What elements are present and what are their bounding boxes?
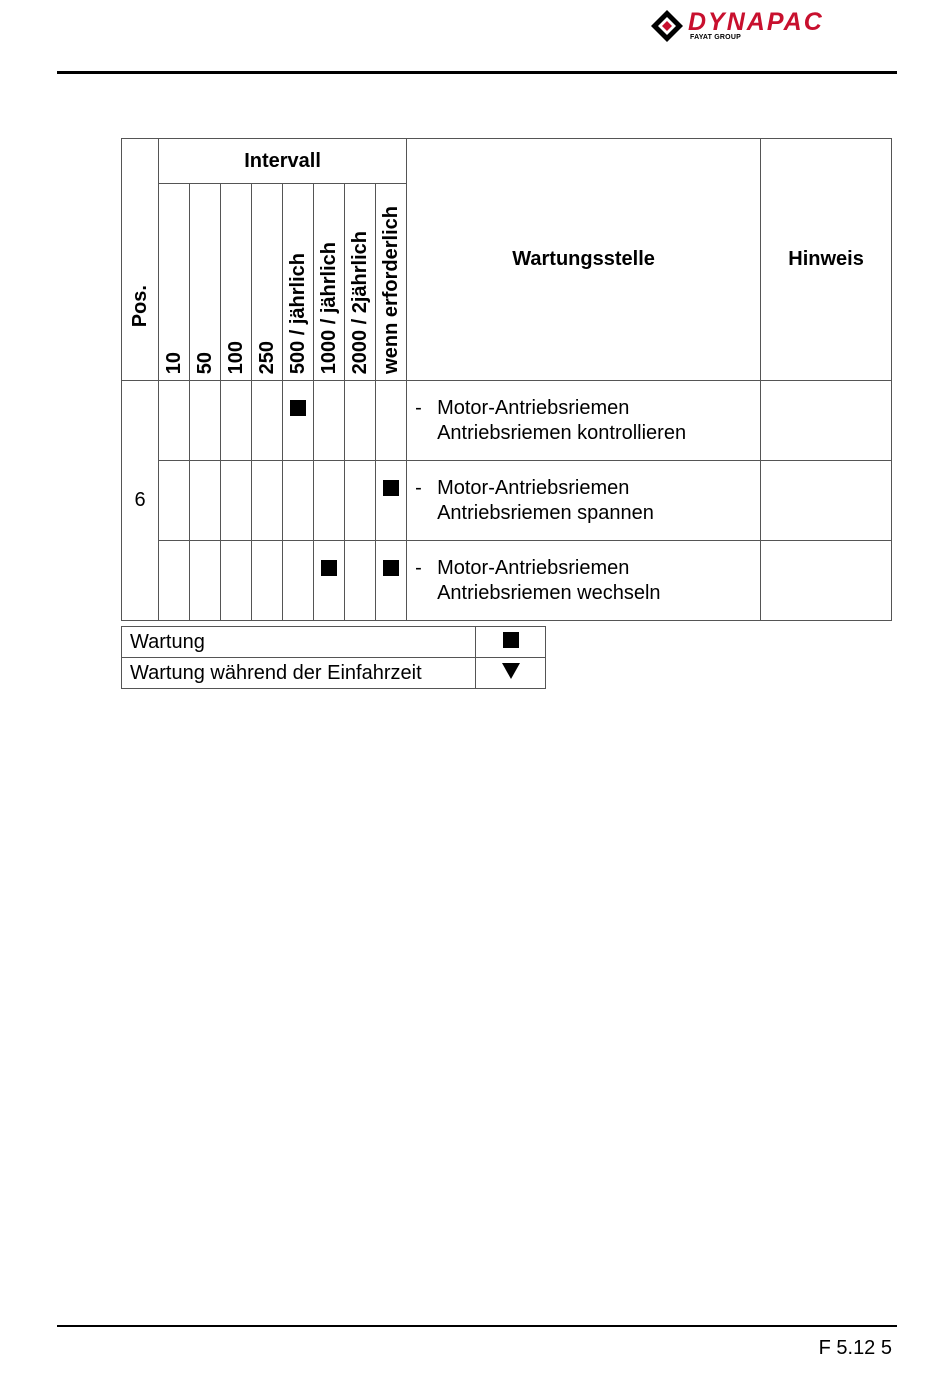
interval-col-header: 1000 / jährlich [314, 184, 345, 381]
interval-mark-cell [283, 461, 314, 541]
square-icon [503, 632, 519, 648]
logo-subtitle: FAYAT GROUP [690, 34, 741, 41]
maintenance-table [121, 138, 892, 621]
dynapac-diamond-icon [650, 9, 684, 43]
interval-mark-cell [159, 461, 190, 541]
list-dash: - [415, 556, 422, 579]
list-dash: - [415, 396, 422, 419]
interval-col-header: 50 [190, 184, 221, 381]
maintenance-mark-icon [383, 560, 399, 576]
wartungsstelle-cell [407, 541, 761, 621]
list-dash: - [415, 476, 422, 499]
interval-mark-cell [159, 541, 190, 621]
table-row [122, 381, 892, 461]
wartungsstelle-header: Wartungsstelle [407, 139, 761, 381]
hinweis-cell [761, 381, 892, 461]
interval-mark-cell [190, 541, 221, 621]
page-number: F 5.12 5 [818, 1337, 892, 1359]
task-component: Motor-Antriebsriemen [437, 556, 630, 579]
interval-mark-cell [190, 381, 221, 461]
interval-mark-cell [221, 381, 252, 461]
interval-mark-cell [252, 541, 283, 621]
table-row [122, 461, 892, 541]
hinweis-cell [761, 461, 892, 541]
interval-mark-cell [283, 541, 314, 621]
interval-mark-cell [345, 461, 376, 541]
task-component: Motor-Antriebsriemen [437, 476, 630, 499]
pos-header: Pos. [129, 285, 151, 328]
wartungsstelle-cell [407, 461, 761, 541]
hinweis-cell [761, 541, 892, 621]
interval-mark-cell [314, 541, 345, 621]
interval-col-header: 500 / jährlich [283, 184, 314, 381]
interval-col-header: wenn erforderlich [376, 184, 407, 381]
hinweis-header: Hinweis [761, 139, 892, 381]
legend-label: Wartung [122, 627, 476, 658]
triangle-down-icon [502, 663, 520, 679]
interval-mark-cell [376, 461, 407, 541]
interval-mark-cell [221, 461, 252, 541]
maintenance-mark-icon [383, 480, 399, 496]
header-rule [57, 71, 897, 74]
interval-col-header: 250 [252, 184, 283, 381]
interval-mark-cell [252, 461, 283, 541]
interval-col-header: 10 [159, 184, 190, 381]
interval-mark-cell [345, 381, 376, 461]
interval-mark-cell [283, 381, 314, 461]
task-component: Motor-Antriebsriemen [437, 396, 630, 419]
interval-col-header: 2000 / 2jährlich [345, 184, 376, 381]
maintenance-mark-icon [321, 560, 337, 576]
dynapac-logo [650, 6, 900, 46]
interval-header: Intervall [159, 139, 407, 184]
maintenance-mark-icon [290, 400, 306, 416]
interval-mark-cell [314, 381, 345, 461]
task-action: Antriebsriemen kontrollieren [437, 421, 687, 444]
legend-symbol [476, 627, 546, 658]
legend-row [122, 658, 546, 689]
logo-wordmark: DYNAPAC [688, 8, 824, 36]
interval-mark-cell [190, 461, 221, 541]
pos-value: 6 [122, 381, 159, 621]
legend-label: Wartung während der Einfahrzeit [122, 658, 476, 689]
legend-symbol [476, 658, 546, 689]
interval-mark-cell [314, 461, 345, 541]
interval-mark-cell [252, 381, 283, 461]
table-row [122, 541, 892, 621]
interval-mark-cell [376, 381, 407, 461]
task-action: Antriebsriemen spannen [437, 501, 654, 524]
interval-mark-cell [159, 381, 190, 461]
pos-header-cell [122, 139, 159, 381]
interval-mark-cell [221, 541, 252, 621]
task-action: Antriebsriemen wechseln [437, 581, 661, 604]
legend-row [122, 627, 546, 658]
interval-mark-cell [376, 541, 407, 621]
interval-col-header: 100 [221, 184, 252, 381]
interval-mark-cell [345, 541, 376, 621]
wartungsstelle-cell [407, 381, 761, 461]
footer-rule [57, 1325, 897, 1327]
legend-table [121, 626, 546, 689]
